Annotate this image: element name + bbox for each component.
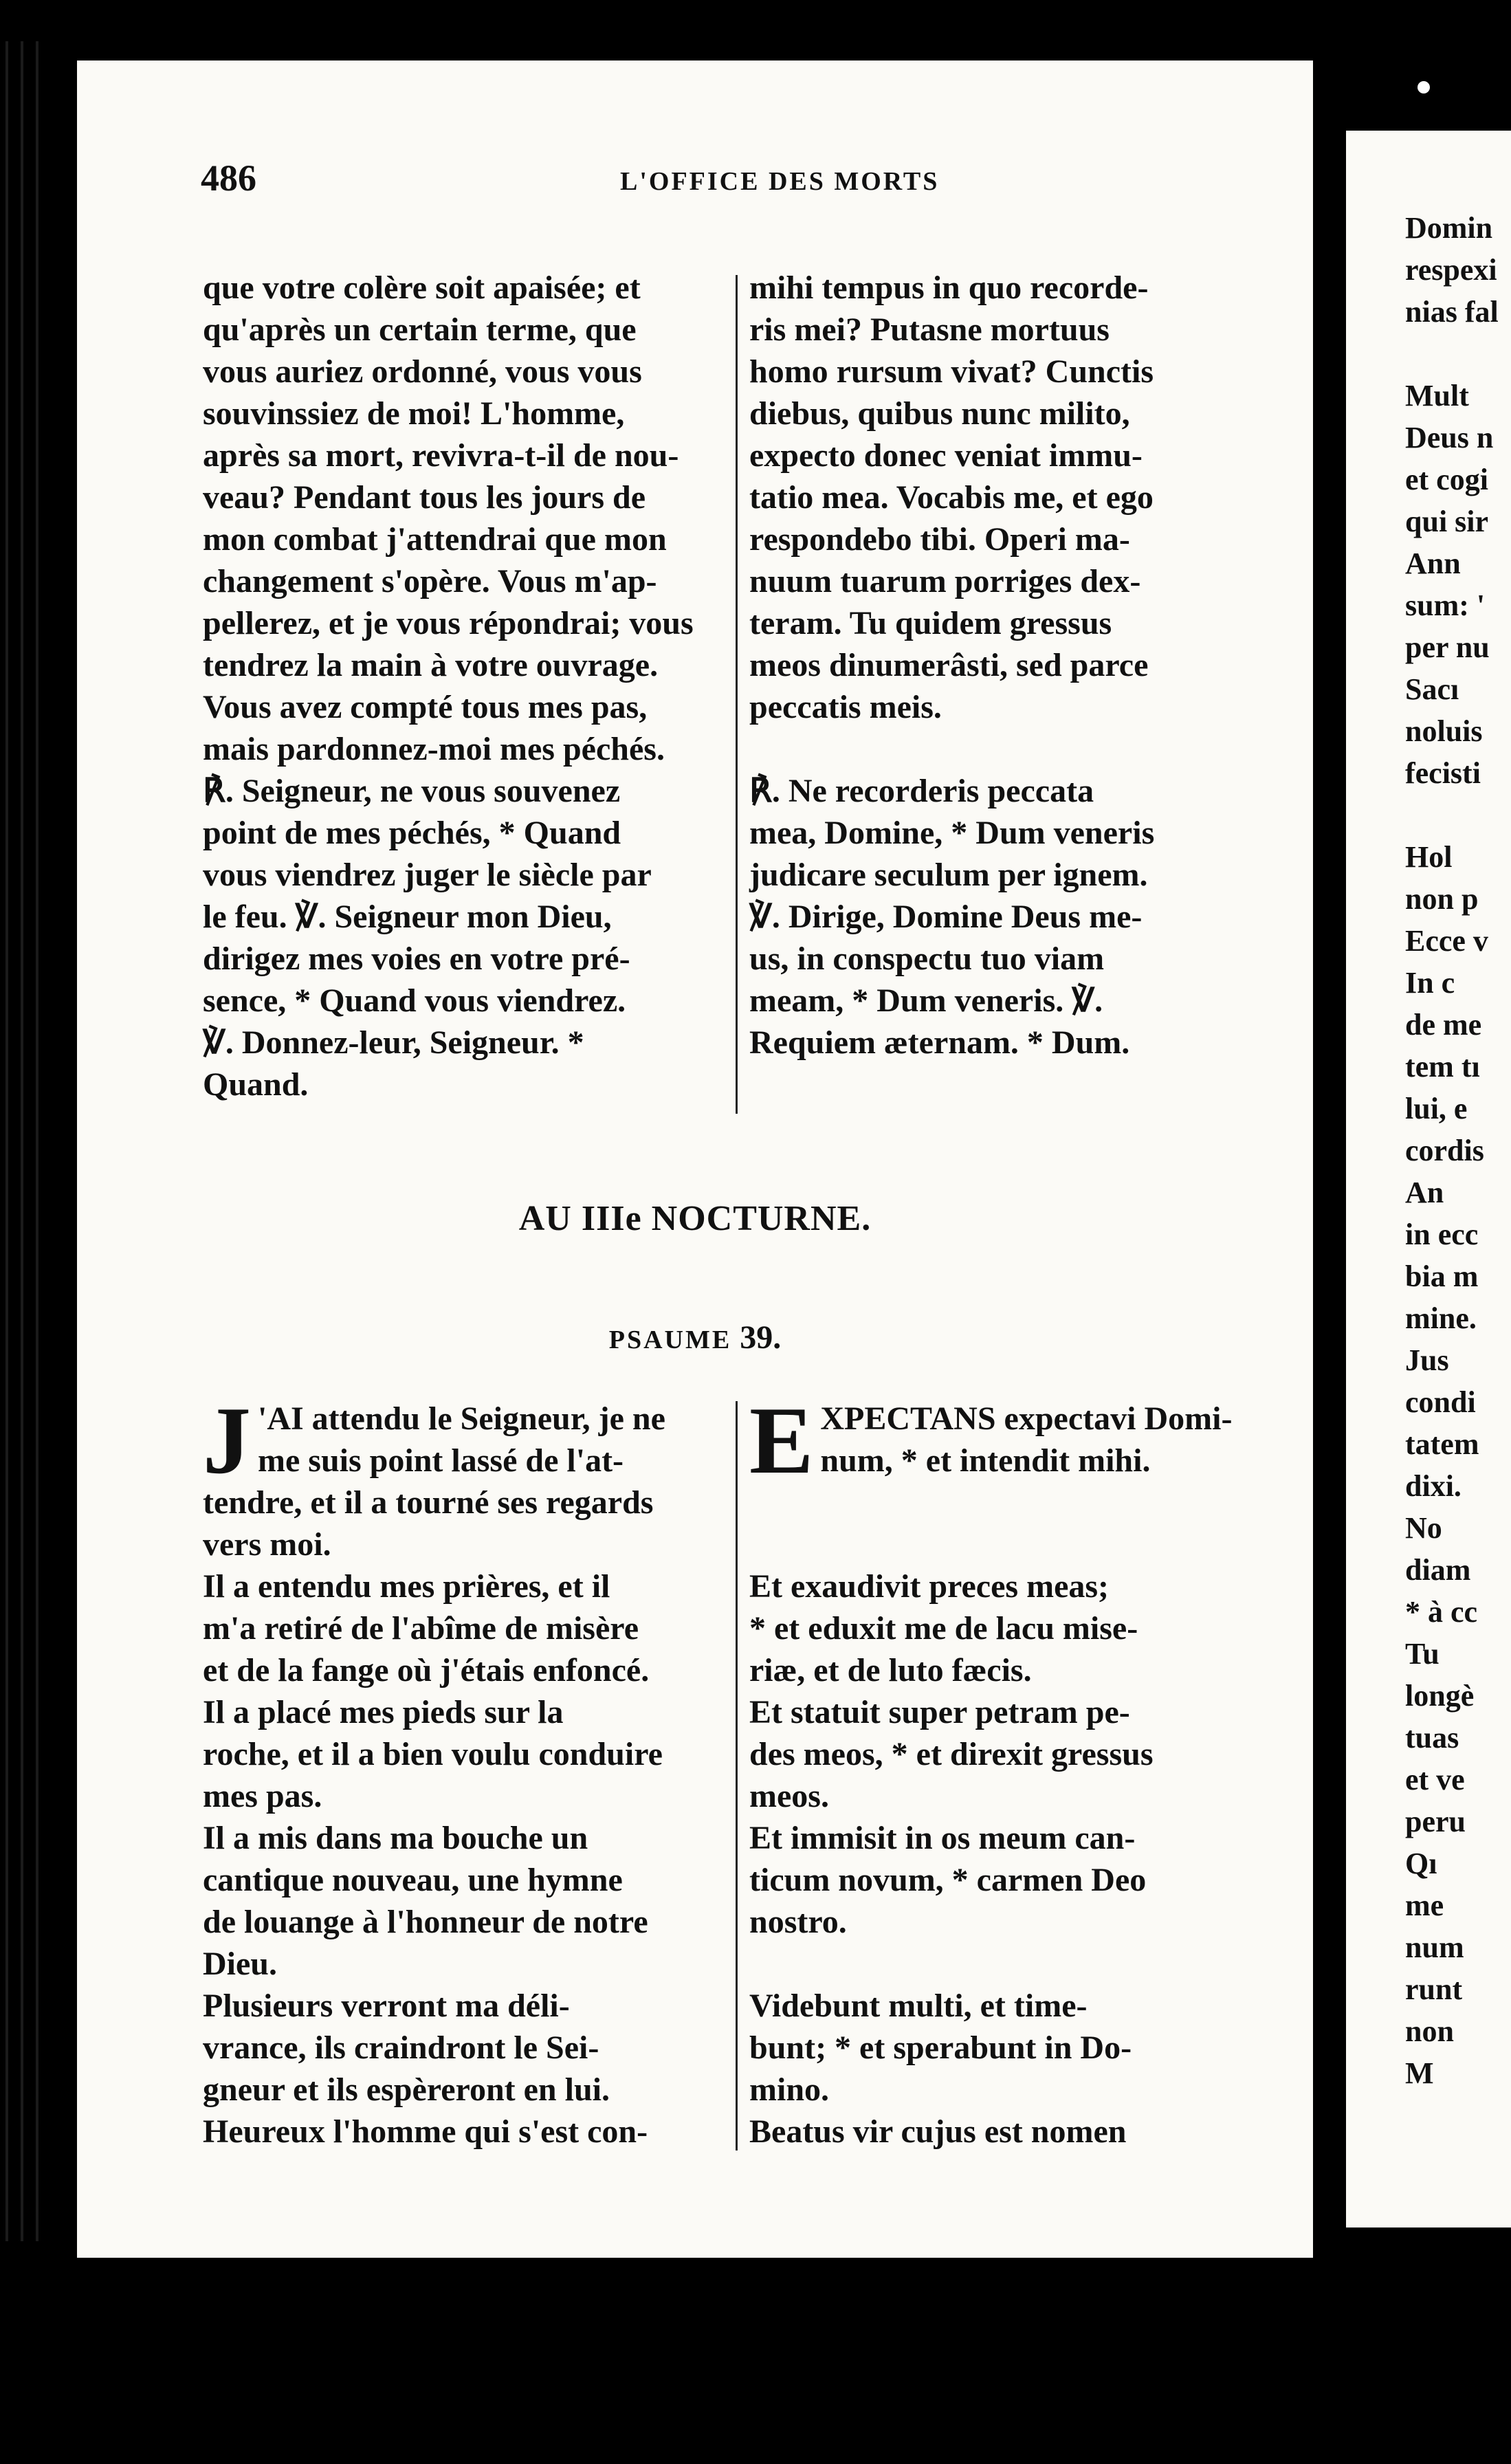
french-text-top (203, 267, 801, 1106)
facing-page-fragment: et cogi (1405, 463, 1488, 496)
text-line: nostro. (749, 1904, 847, 1940)
text-line: ℣. Dirige, Domine Deus me- (749, 899, 1143, 935)
text-line: homo rursum vivat? Cunctis (749, 353, 1154, 390)
text-line: point de mes péchés, * Quand (203, 815, 621, 851)
book-page (77, 60, 1313, 2258)
facing-page-fragment: qui sir (1405, 505, 1489, 538)
facing-page-fragment: tem tı (1405, 1050, 1480, 1084)
french-psalm-text (203, 1387, 801, 2153)
text-line: après sa mort, revivra-t-il de nou- (203, 437, 679, 474)
facing-page-fragment: Ann (1405, 547, 1461, 580)
running-title: L'OFFICE DES MORTS (620, 167, 940, 196)
text-line: ris mei? Putasne mortuus (749, 311, 1110, 348)
text-line: riæ, et de luto fæcis. (749, 1652, 1032, 1688)
text-line: * et eduxit me de lacu mise- (749, 1610, 1138, 1647)
facing-page-fragment: lui, e (1405, 1092, 1468, 1125)
text-line: vers moi. (203, 1526, 331, 1563)
facing-page-fragment: * à cc (1405, 1595, 1478, 1629)
text-line (749, 728, 1292, 770)
facing-page-fragment: sum: ' (1405, 588, 1486, 622)
text-line: meos dinumerâsti, sed parce (749, 647, 1149, 683)
facing-page-fragment: Deus n (1405, 421, 1494, 454)
facing-page-fragment: Tu (1405, 1637, 1440, 1671)
text-line: expecto donec veniat immu- (749, 437, 1143, 474)
facing-page-fragment: dixi. (1405, 1469, 1462, 1503)
text-line: Il a entendu mes prières, et il (203, 1568, 610, 1605)
text-line: mais pardonnez-moi mes péchés. (203, 731, 665, 767)
text-line: m'a retiré de l'abîme de misère (203, 1610, 639, 1647)
text-line: Videbunt multi, et time- (749, 1988, 1088, 2024)
facing-page (1346, 131, 1511, 2228)
text-line: diebus, quibus nunc milito, (749, 395, 1130, 432)
text-line: mihi tempus in quo recorde- (749, 270, 1149, 306)
text-line: tendrez la main à votre ouvrage. (203, 647, 659, 683)
text-line: vrance, ils craindront le Sei- (203, 2030, 599, 2066)
text-line: des meos, * et direxit gressus (749, 1736, 1154, 1772)
text-line: Beatus vir cujus est nomen (749, 2113, 1127, 2150)
facing-page-fragment: peru (1405, 1805, 1466, 1838)
facing-page-fragment: condi (1405, 1385, 1476, 1419)
text-line: teram. Tu quidem gressus (749, 605, 1112, 641)
text-line: 'AI attendu le Seigneur, je ne (258, 1400, 665, 1437)
facing-page-fragment: Qı (1405, 1847, 1437, 1880)
latin-psalm-text (749, 1387, 1292, 2153)
text-line: cantique nouveau, une hymne (203, 1862, 623, 1898)
section-title: AU IIIe NOCTURNE. (518, 1199, 872, 1238)
text-line: mes pas. (203, 1778, 322, 1814)
text-line: Plusieurs verront ma déli- (203, 1988, 570, 2024)
text-line: tendre, et il a tourné ses regards (203, 1484, 654, 1521)
text-line: et de la fange où j'étais enfoncé. (203, 1652, 650, 1688)
facing-page-fragment: Jus (1405, 1343, 1449, 1377)
text-line: meos. (749, 1778, 829, 1814)
text-line: souvinssiez de moi! L'homme, (203, 395, 625, 432)
facing-page-fragment: An (1405, 1176, 1444, 1209)
text-line: vous viendrez juger le siècle par (203, 857, 652, 893)
text-line: dirigez mes voies en votre pré- (203, 940, 630, 977)
text-line (749, 1524, 1292, 1565)
facing-page-fragment: Mult (1405, 379, 1469, 412)
latin-text-top (749, 267, 1292, 1064)
psalm-label: PSAUME (608, 1326, 732, 1354)
text-line: Quand. (203, 1066, 309, 1103)
text-line: peccatis meis. (749, 689, 942, 725)
text-line: Il a mis dans ma bouche un (203, 1820, 588, 1856)
facing-page-fragment: per nu (1405, 630, 1490, 664)
text-line: us, in conspectu tuo viam (749, 940, 1105, 977)
facing-page-fragment: tuas (1405, 1721, 1459, 1754)
text-line: Et statuit super petram pe- (749, 1694, 1130, 1730)
text-line: nuum tuarum porriges dex- (749, 563, 1141, 600)
facing-page-fragment: non p (1405, 882, 1479, 916)
text-line: judicare seculum per ignem. (749, 857, 1148, 893)
text-line: meam, * Dum veneris. ℣. (749, 982, 1103, 1019)
text-line: de louange à l'honneur de notre (203, 1904, 648, 1940)
text-line: tatio mea. Vocabis me, et ego (749, 479, 1154, 516)
text-line: veau? Pendant tous les jours de (203, 479, 646, 516)
text-line: ℟. Ne recorderis peccata (749, 773, 1094, 809)
text-line: ℟. Seigneur, ne vous souvenez (203, 773, 621, 809)
text-line: ticum novum, * carmen Deo (749, 1862, 1147, 1898)
facing-page-fragment: No (1405, 1511, 1442, 1545)
psalm-number: 39. (740, 1319, 782, 1356)
facing-page-fragment: nias fal (1405, 295, 1499, 329)
facing-page-fragment: longè (1405, 1679, 1475, 1713)
facing-page-fragment: respexi (1405, 253, 1497, 287)
facing-page-fragment: Hol (1405, 840, 1453, 874)
text-line: Il a placé mes pieds sur la (203, 1694, 564, 1730)
facing-page-fragment: runt (1405, 1972, 1463, 2006)
text-line: me suis point lassé de l'at- (258, 1442, 624, 1479)
text-line: mon combat j'attendrai que mon (203, 521, 667, 558)
text-line (749, 1943, 1292, 1985)
dropcap-j: J (203, 1387, 251, 1494)
dropcap-e: E (749, 1387, 814, 1494)
facing-page-fragment: num (1405, 1930, 1464, 1964)
facing-page-fragment: in ecc (1405, 1218, 1479, 1251)
text-line: que votre colère soit apaisée; et (203, 270, 641, 306)
column-divider-bottom (736, 1401, 738, 2150)
text-line: XPECTANS expectavi Domi- (820, 1400, 1233, 1437)
facing-page-fragment: non (1405, 2014, 1454, 2048)
facing-page-fragment: de me (1405, 1008, 1482, 1042)
facing-page-fragment: fecisti (1405, 756, 1481, 790)
text-line: pellerez, et je vous répondrai; vous (203, 605, 694, 641)
text-line: respondebo tibi. Operi ma- (749, 521, 1130, 558)
text-line: Et exaudivit preces meas; (749, 1568, 1110, 1605)
facing-page-fragment: me (1405, 1889, 1444, 1922)
facing-page-fragment: M (1405, 2056, 1434, 2090)
facing-page-fragment: In c (1405, 966, 1455, 1000)
text-line: num, * et intendit mihi. (820, 1442, 1151, 1479)
facing-page-fragment: tatem (1405, 1427, 1479, 1461)
text-line: le feu. ℣. Seigneur mon Dieu, (203, 899, 612, 935)
text-line: gneur et ils espèreront en lui. (203, 2071, 610, 2108)
text-line: Vous avez compté tous mes pas, (203, 689, 648, 725)
text-line: Et immisit in os meum can- (749, 1820, 1136, 1856)
psalm-title (77, 1319, 1313, 1356)
facing-page-fragment: Ecce v (1405, 924, 1488, 958)
text-line: roche, et il a bien voulu conduire (203, 1736, 663, 1772)
facing-page-fragment: diam (1405, 1553, 1471, 1587)
facing-page-fragment: noluis (1405, 714, 1483, 748)
page-header (77, 157, 1313, 205)
text-line: Heureux l'homme qui s'est con- (203, 2113, 648, 2150)
text-line: Dieu. (203, 1946, 277, 1982)
facing-page-fragment: bia m (1405, 1260, 1479, 1293)
text-line: mino. (749, 2071, 830, 2108)
text-line: changement s'opère. Vous m'ap- (203, 563, 657, 600)
text-line: ℣. Donnez-leur, Seigneur. * (203, 1024, 584, 1061)
facing-page-fragment: Sacı (1405, 672, 1459, 706)
facing-page-fragment: Domin (1405, 211, 1493, 245)
text-line: vous auriez ordonné, vous vous (203, 353, 642, 390)
scan-dot (1418, 81, 1430, 94)
text-line: sence, * Quand vous viendrez. (203, 982, 626, 1019)
text-line (749, 1482, 1292, 1524)
scan-edge (0, 41, 41, 2241)
text-line: qu'après un certain terme, que (203, 311, 637, 348)
page-number: 486 (201, 157, 256, 199)
text-line: Requiem æternam. * Dum. (749, 1024, 1130, 1061)
facing-page-fragment: et ve (1405, 1763, 1465, 1796)
text-line: mea, Domine, * Dum veneris (749, 815, 1155, 851)
column-divider-top (736, 275, 738, 1114)
text-line: bunt; * et sperabunt in Do- (749, 2030, 1132, 2066)
facing-page-fragment: cordis (1405, 1134, 1484, 1167)
facing-page-fragment: mine. (1405, 1301, 1477, 1335)
